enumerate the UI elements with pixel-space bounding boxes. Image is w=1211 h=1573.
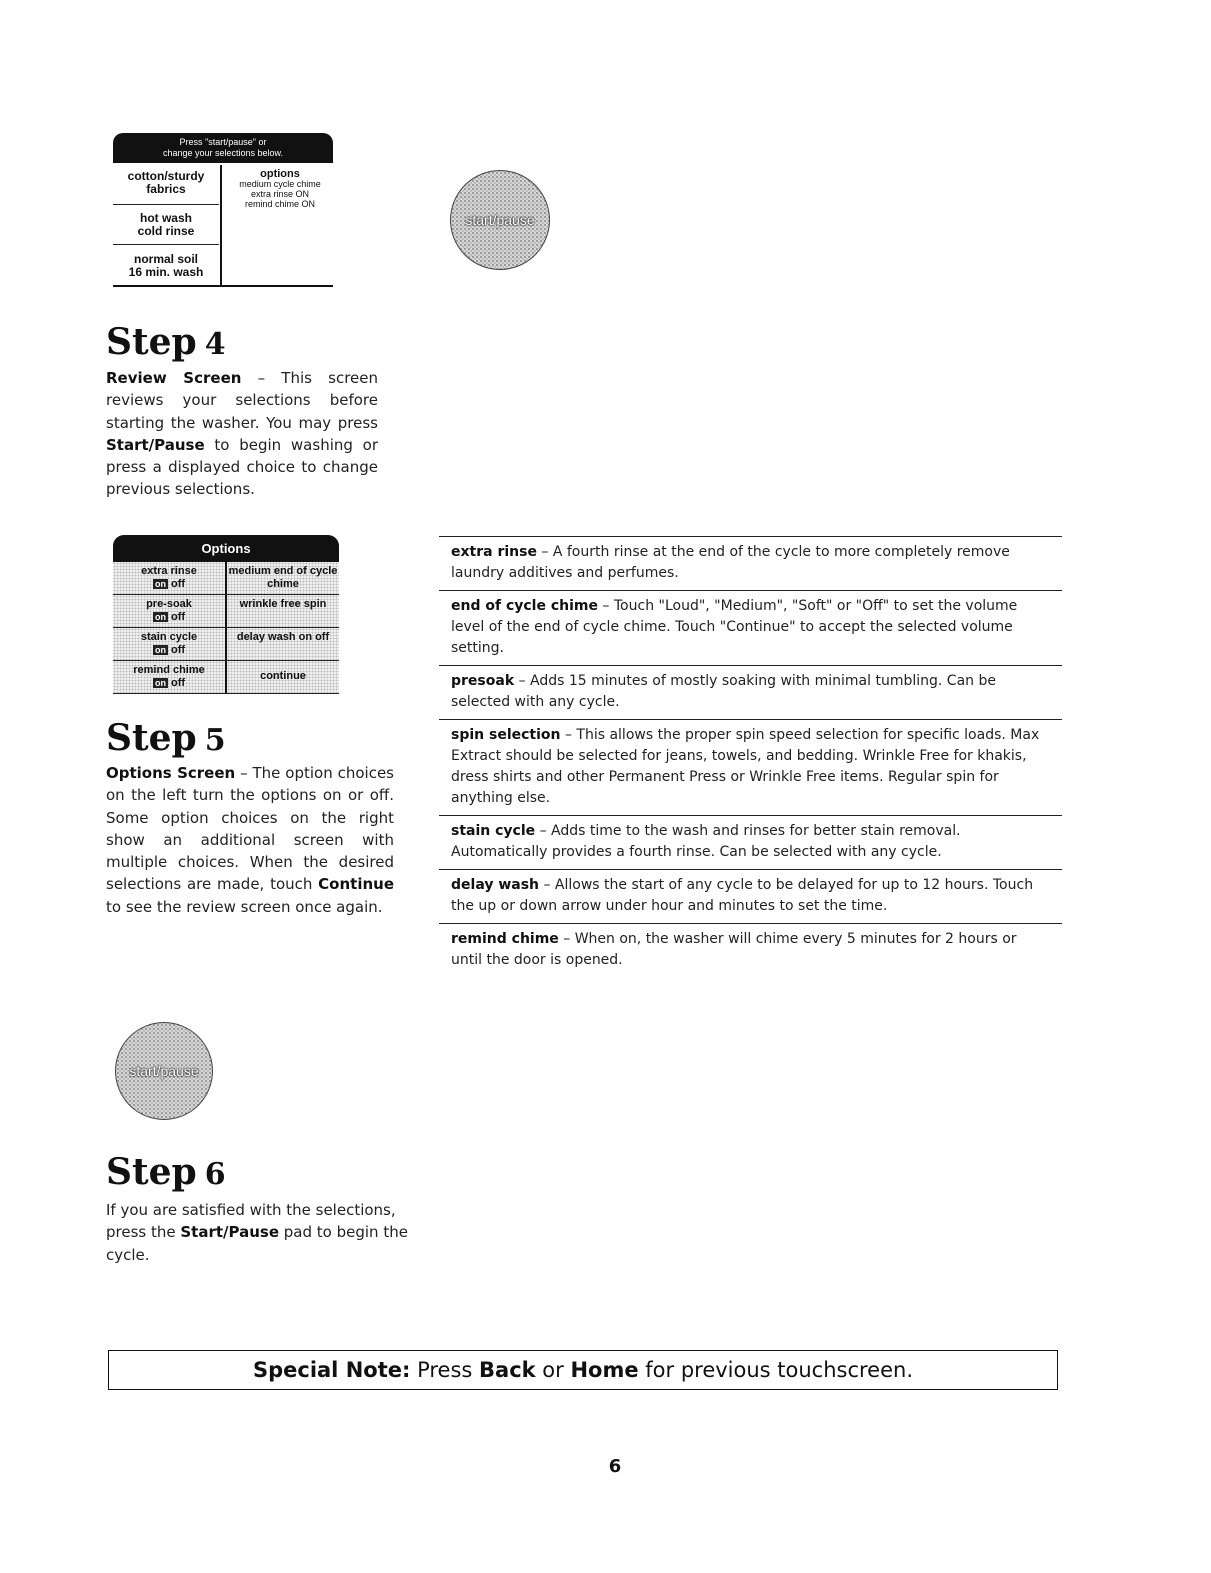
definition-end-of-cycle-chime [439,590,1062,665]
definition-term: presoak [451,673,515,689]
step4-text: – This screen reviews your selections before starting the washer. You may press [106,369,378,432]
review-screen-panel [113,133,335,296]
option-extra-rinse[interactable] [113,562,225,594]
start-pause-label: start/pause [465,212,535,228]
review-temp-cell[interactable] [113,205,219,245]
options-row [113,562,339,595]
step-label: Step [106,717,197,759]
page-number: 6 [608,1456,622,1477]
special-note-box [108,1350,1058,1390]
definition-stain-cycle [439,815,1062,869]
review-option-line: remind chime ON [244,199,316,209]
definition-spin-selection [439,719,1062,815]
options-grid [113,562,339,694]
definition-text: – When on, the washer will chime every 5 minutes for 2 hours or until the door is opened. [451,931,1017,968]
back-keyword: Back [479,1358,536,1382]
start-pause-button[interactable] [115,1022,213,1120]
option-remind-chime[interactable] [113,661,225,693]
review-divider [220,165,222,285]
review-cycle-line1: cotton/sturdy [127,169,205,183]
definition-text: – Adds 15 minutes of mostly soaking with minimal tumbling. Can be selected with any cycle. [451,673,996,710]
toggle-on[interactable]: on [154,612,166,622]
step5-text: – The option choices on the left turn the options on or off. Some option choices on the right show an additional screen with multiple choices. When the desired selections are made, touch [106,764,394,894]
step6-number: 6 [204,1157,226,1192]
option-delay-wash[interactable] [225,628,339,660]
option-label: remind chime [133,664,205,676]
review-option-line: medium cycle chime [239,179,321,189]
option-label: extra rinse [141,565,197,577]
option-end-of-cycle-chime[interactable] [225,562,339,594]
step-label: Step [106,1151,197,1193]
option-wrinkle-free-spin[interactable] [225,595,339,627]
option-label: pre-soak [146,598,192,610]
review-left-column [113,165,219,285]
definition-text: – Touch "Loud", "Medium", "Soft" or "Off" to set the volume level of the end of cycle chime. Touch "Continue" to accept the selected volume setting. [451,598,1018,656]
review-cycle-line2: fabrics [146,182,186,196]
definition-text: – Adds time to the wash and rinses for better stain removal. Automatically provides a fourth rinse. Can be selected with any cycle. [451,823,961,860]
toggle-off[interactable]: off [170,677,186,689]
review-soil-line1: normal soil [133,252,198,266]
continue-label: continue [260,670,306,682]
step4-text: to begin washing or press a displayed choice to change previous selections. [106,435,378,499]
home-keyword: Home [570,1358,639,1382]
step4-term2: Start/Pause [106,435,205,454]
review-soil-cell[interactable] [113,245,219,285]
step6-text: If you are satisfied with the selections, press the [106,1201,396,1242]
definition-text: – Allows the start of any cycle to be delayed for up to 12 hours. Touch the up or down arrow under hour and minutes to set the time. [451,877,1034,914]
step4-heading [106,322,226,365]
special-note-text: for previous touchscreen. [638,1358,914,1382]
options-row [113,661,339,694]
review-options-title: options [260,168,300,180]
review-soil-line2: 16 min. wash [128,265,204,279]
review-header-line2: change your selections below. [162,148,284,158]
step4-description [106,367,378,501]
step5-term2: Continue [318,875,394,894]
review-panel-header [113,133,333,163]
review-temp-line1: hot wash [139,211,192,225]
definition-term: delay wash [451,877,540,893]
definition-text: – A fourth rinse at the end of the cycle to more completely remove laundry additives and perfumes. [451,544,1010,581]
special-note-label: Special Note: [252,1358,411,1382]
definition-extra-rinse [439,536,1062,590]
option-label: wrinkle free spin [239,598,327,610]
definition-presoak [439,665,1062,719]
toggle-off[interactable]: off [170,578,186,590]
toggle-on[interactable]: on [154,579,166,589]
review-temp-line2: cold rinse [137,224,195,238]
continue-button[interactable] [225,661,339,693]
review-bottom-rule [113,285,333,287]
step5-term: Options Screen [106,764,236,782]
toggle-on[interactable]: on [154,678,166,688]
option-pre-soak[interactable] [113,595,225,627]
step4-number: 4 [204,327,226,362]
step6-term: Start/Pause [180,1223,280,1242]
definition-remind-chime [439,923,1062,977]
definition-term: stain cycle [451,823,536,839]
step6-heading [106,1152,226,1195]
special-note-text: Press [410,1358,480,1382]
definition-term: end of cycle chime [451,598,598,614]
step-label: Step [106,321,197,363]
toggle-off[interactable]: off [170,644,186,656]
options-screen-panel [113,535,341,695]
review-options-cell[interactable] [225,169,335,209]
step5-text: to see the review screen once again. [106,897,383,916]
definition-term: extra rinse [451,544,537,560]
step5-heading [106,718,226,761]
review-header-line1: Press "start/pause" or [179,137,267,147]
options-row [113,628,339,661]
review-cycle-cell[interactable] [113,165,219,205]
step5-description [106,762,394,918]
option-stain-cycle[interactable] [113,628,225,660]
option-label: stain cycle [140,631,198,643]
step6-text: pad to begin the cycle. [106,1223,408,1264]
definition-delay-wash [439,869,1062,923]
option-definitions [439,536,1062,977]
step4-term: Review Screen [106,369,242,387]
step5-number: 5 [204,723,226,758]
options-panel-header: Options [113,535,339,562]
toggle-off[interactable]: off [170,611,186,623]
start-pause-label: start/pause [129,1063,199,1079]
option-label: medium end of cycle chime [228,565,338,590]
definition-text: – This allows the proper spin speed selection for specific loads. Max Extract should be selected for jeans, towels, and bedding. Wrinkle Free for khakis, dress shirts and other Permanent Press or Wrinkle Free items. Regular spin for anything else. [451,727,1040,806]
review-option-line: extra rinse ON [250,189,310,199]
step6-description [106,1199,426,1266]
definition-term: spin selection [451,727,561,743]
start-pause-button[interactable] [450,170,550,270]
toggle-on[interactable]: on [154,645,166,655]
definition-term: remind chime [451,931,559,947]
option-label: delay wash on off [236,631,330,643]
options-row [113,595,339,628]
special-note-text: or [535,1358,571,1382]
